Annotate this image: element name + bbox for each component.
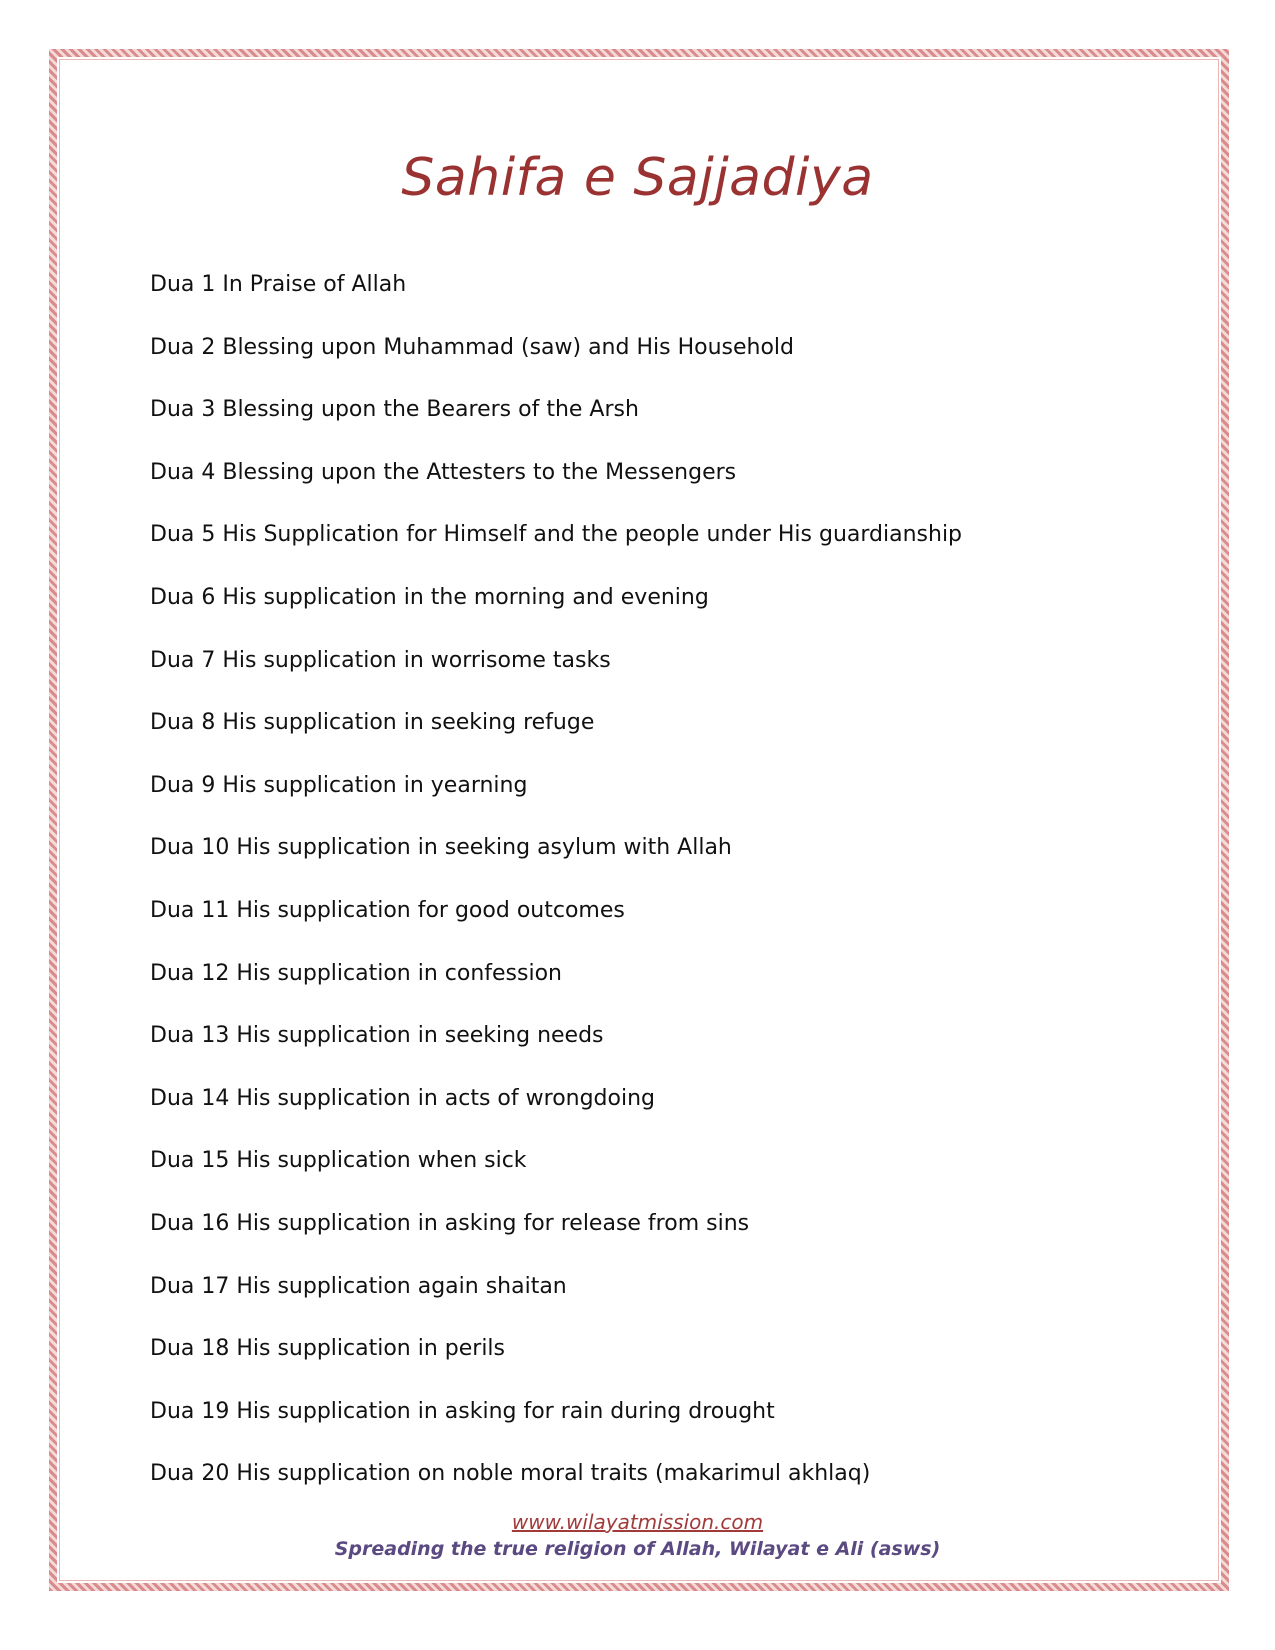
dua-item: Dua 3 Blessing upon the Bearers of the Arsh (150, 397, 639, 423)
dua-item: Dua 2 Blessing upon Muhammad (saw) and His Household (150, 334, 794, 360)
dua-item: Dua 19 His supplication in asking for rain during drought (150, 1398, 775, 1424)
footer-tagline: Spreading the true religion of Allah, Wilayat e Ali (asws) (334, 1538, 941, 1560)
website-link[interactable]: www.wilayatmission.com (511, 1510, 764, 1534)
dua-item: Dua 16 His supplication in asking for release from sins (150, 1210, 750, 1236)
dua-item: Dua 13 His supplication in seeking needs (150, 1023, 604, 1049)
dua-item: Dua 18 His supplication in perils (150, 1336, 506, 1362)
dua-item: Dua 1 In Praise of Allah (150, 272, 407, 297)
dua-item: Dua 5 His Supplication for Himself and the people under His guardianship (150, 522, 963, 548)
dua-item: Dua 11 His supplication for good outcomes (150, 897, 625, 923)
dua-item: Dua 17 His supplication again shaitan (150, 1273, 567, 1299)
dua-item: Dua 12 His supplication in confession (150, 960, 562, 986)
page-title: Sahifa e Sajjadiya (401, 148, 874, 208)
dua-item: Dua 4 Blessing upon the Attesters to the Messengers (150, 459, 737, 485)
dua-item: Dua 20 His supplication on noble moral traits (makarimul akhlaq) (150, 1461, 871, 1487)
dua-item: Dua 15 His supplication when sick (150, 1148, 527, 1174)
dua-item: Dua 8 His supplication in seeking refuge (150, 710, 595, 736)
footer (0, 1509, 1275, 1563)
dua-list (150, 270, 962, 1522)
dua-item: Dua 10 His supplication in seeking asylum with Allah (150, 835, 732, 861)
dua-item: Dua 6 His supplication in the morning and evening (150, 584, 709, 610)
dua-item: Dua 7 His supplication in worrisome tasks (150, 647, 611, 673)
dua-item: Dua 14 His supplication in acts of wrongdoing (150, 1085, 656, 1111)
dua-item: Dua 9 His supplication in yearning (150, 772, 528, 798)
